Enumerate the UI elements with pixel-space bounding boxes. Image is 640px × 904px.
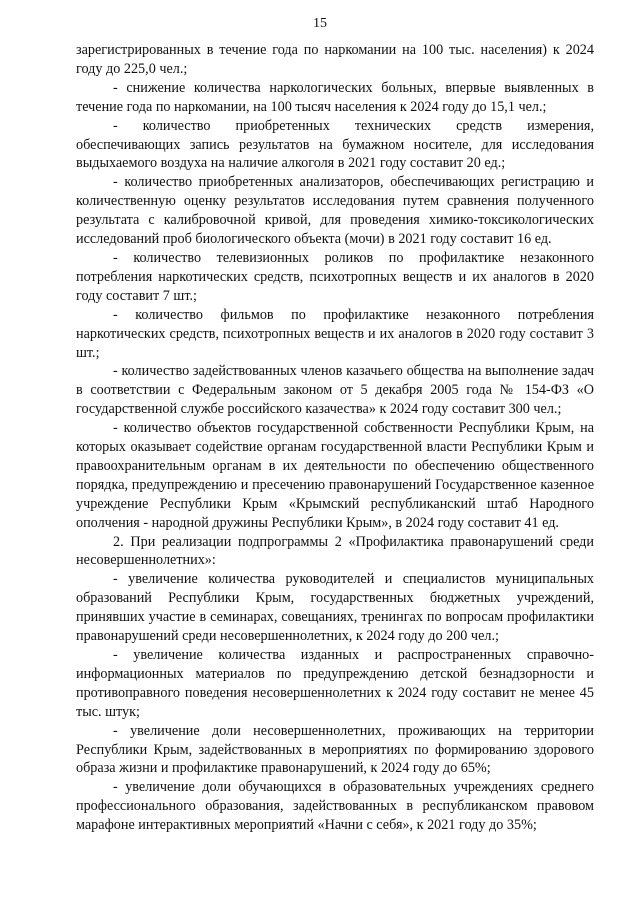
paragraph-cossack-members: - количество задействованных членов казачьего общества на выполнение задач в соответствии с Федеральным законом от 5 декабря 2005 года № 154-ФЗ «О государственной службе российского казачества» к 2024 году составит 300 чел.; [76, 363, 594, 418]
paragraph-specialists-training: - увеличение количества руководителей и специалистов муниципальных образований Республики Крым, государственных бюджетных учреждений, принявших участие в семинарах, совещаниях, тренингах по вопросам профилактики правонарушений среди несовершеннолетних, к 2024 году до 200 чел.; [76, 571, 594, 645]
paragraph-films: - количество фильмов по профилактике незаконного потребления наркотических средств, психотропных веществ и их аналогов в 2020 году составит 3 шт.; [76, 306, 594, 361]
paragraph-state-property-objects: - количество объектов государственной собственности Республики Крым, на которых оказывает содействие органам государственной власти Республики Крым и правоохранительным органам в их деятельности по обеспечению общественного порядка, предупреждению и пресечению правонарушений Государственное казенное учреждение Республики Крым «Крымский республиканский штаб Народного ополчения - народной дружины Республики Крым», в 2024 году составит 41 ед. [76, 420, 594, 531]
paragraph-legal-marathon-share: - увеличение доли обучающихся в образовательных учреждениях среднего профессионального образования, задействованных в республиканском правовом марафоне интерактивных мероприятий «Начни с себя», к 2021 году до 35%; [76, 779, 594, 834]
paragraph-subprogram-2-heading: 2. При реализации подпрограммы 2 «Профилактика правонарушений среди несовершеннолетних»: [76, 533, 594, 569]
paragraph-breath-alcohol-devices: - количество приобретенных технических средств измерения, обеспечивающих запись результатов на бумажном носителе, для исследования выдыхаемого воздуха на наличие алкоголя в 2021 году составит 20 ед.; [76, 117, 594, 172]
paragraph-analyzers: - количество приобретенных анализаторов, обеспечивающих регистрацию и количественную оценку результатов исследования путем сравнения полученного результата с калибровочной кривой, для проведения химико-токсикологических исследований проб биологического объекта (мочи) в 2021 году составит 16 ед. [76, 174, 594, 248]
paragraph-healthy-lifestyle-share: - увеличение доли несовершеннолетних, проживающих на территории Республики Крым, задействованных в мероприятиях по формированию здорового образа жизни и профилактике правонарушений, к 2024 году до 65%; [76, 722, 594, 777]
paragraph-info-materials: - увеличение количества изданных и распространенных справочно-информационных материалов по предупреждению детской безнадзорности и противоправного поведения несовершеннолетних к 2024 году составит не менее 45 тыс. штук; [76, 647, 594, 720]
document-body [76, 41, 594, 835]
paragraph-tv-videos: - количество телевизионных роликов по профилактике незаконного потребления наркотических средств, психотропных веществ и их аналогов в 2020 году составит 7 шт.; [76, 249, 594, 304]
paragraph-drug-patients-decrease: - снижение количества наркологических больных, впервые выявленных в течение года по наркомании, на 100 тысяч населения к 2024 году до 15,1 чел.; [76, 79, 594, 115]
page-number: 15 [313, 16, 327, 31]
paragraph-continuation: зарегистрированных в течение года по наркомании на 100 тыс. населения) к 2024 году до 225,0 чел.; [76, 42, 594, 77]
